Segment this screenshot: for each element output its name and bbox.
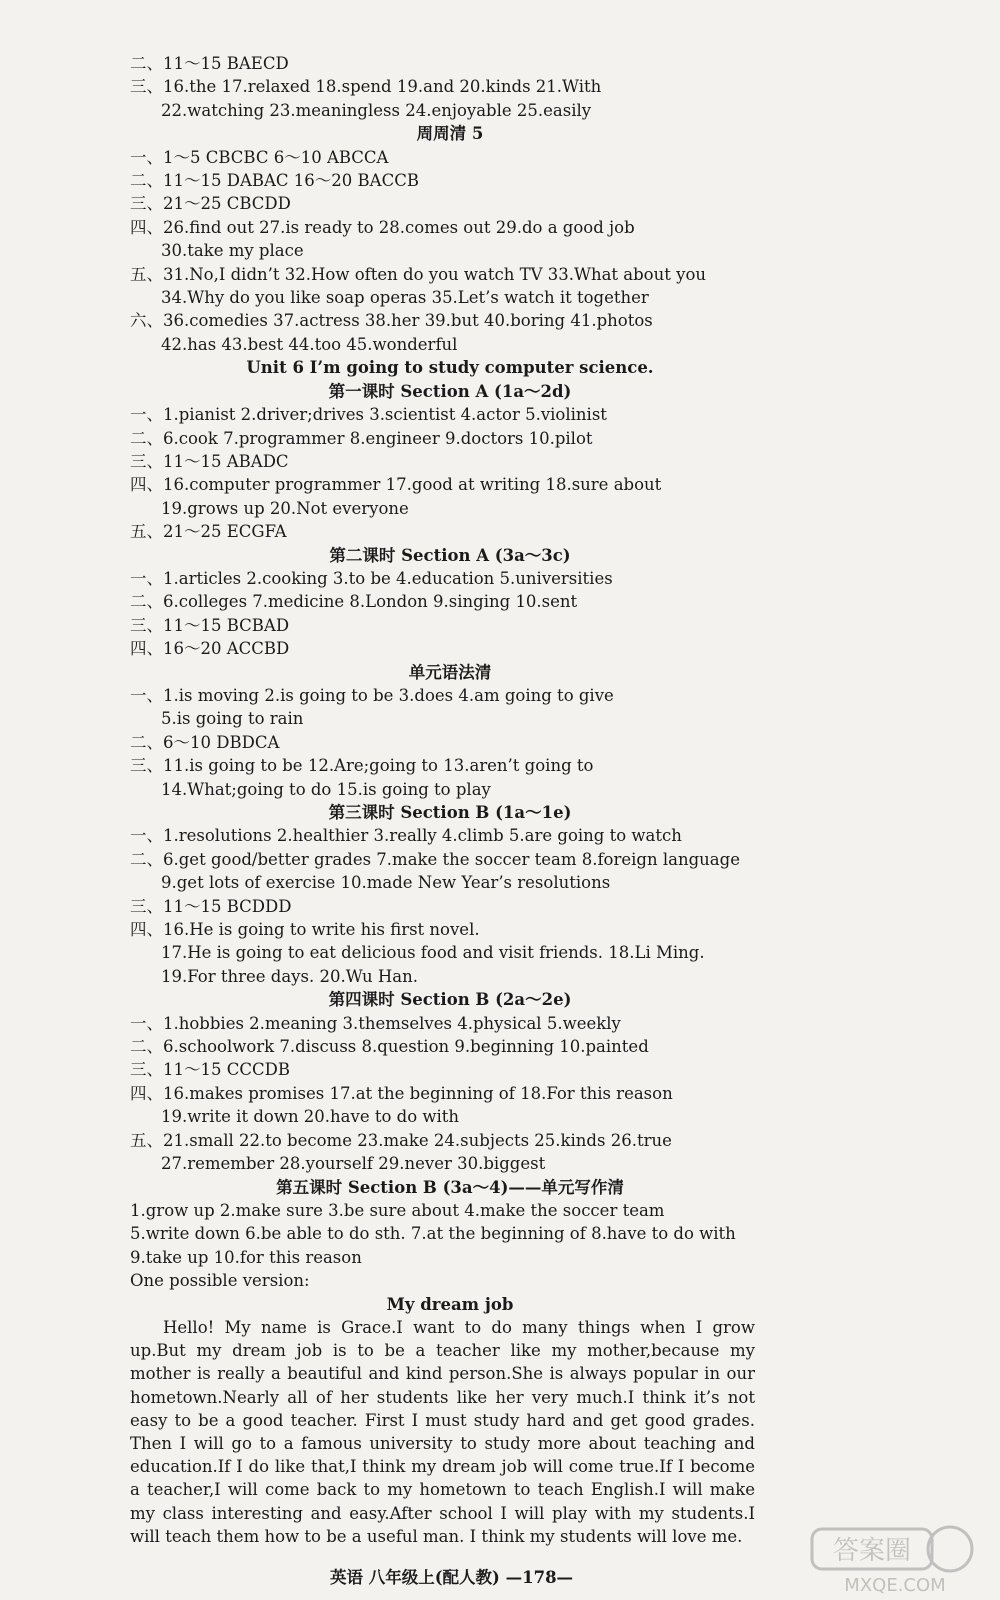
section-heading: 单元语法清 bbox=[408, 662, 492, 682]
answer-line: 三、11～15 BCBAD bbox=[130, 615, 290, 635]
answer-line: 9.get lots of exercise 10.made New Year’s resolutions bbox=[161, 873, 611, 893]
answer-line: 42.has 43.best 44.too 45.wonderful bbox=[161, 334, 458, 354]
section-heading: Unit 6 I’m going to study computer science. bbox=[246, 358, 654, 378]
answer-line: 一、1.is moving 2.is going to be 3.does 4.am going to give bbox=[130, 685, 614, 705]
answer-circle-logo-icon bbox=[810, 1525, 980, 1595]
answer-line: 二、6.cook 7.programmer 8.engineer 9.doctors 10.pilot bbox=[130, 428, 593, 448]
answer-line: 四、26.find out 27.is ready to 28.comes out 29.do a good job bbox=[130, 217, 635, 237]
answer-line: 一、1～5 CBCBC 6～10 ABCCA bbox=[130, 147, 389, 167]
answer-line: 六、36.comedies 37.actress 38.her 39.but 40.boring 41.photos bbox=[130, 311, 653, 331]
answer-line: 二、6.get good/better grades 7.make the soccer team 8.foreign language bbox=[130, 849, 740, 869]
section-heading: 第一课时 Section A (1a～2d) bbox=[328, 381, 572, 401]
answer-line: 5.is going to rain bbox=[161, 709, 304, 729]
answer-line: 5.write down 6.be able to do sth. 7.at the beginning of 8.have to do with bbox=[130, 1224, 736, 1244]
answer-line: 19.For three days. 20.Wu Han. bbox=[161, 966, 418, 986]
watermark-text: 答案圈 bbox=[832, 1536, 912, 1566]
answer-line: 三、11.is going to be 12.Are;going to 13.aren’t going to bbox=[130, 756, 594, 776]
answer-line: 三、11～15 CCCDB bbox=[130, 1060, 290, 1080]
answer-line: 四、16.makes promises 17.at the beginning of 18.For this reason bbox=[130, 1083, 673, 1103]
answer-line: 1.grow up 2.make sure 3.be sure about 4.make the soccer team bbox=[130, 1200, 665, 1220]
answer-line: 四、16～20 ACCBD bbox=[130, 639, 290, 659]
answer-line: 五、21.small 22.to become 23.make 24.subjects 25.kinds 26.true bbox=[130, 1130, 672, 1150]
watermark-url: MXQE.COM bbox=[844, 1575, 946, 1595]
answer-line: 一、1.articles 2.cooking 3.to be 4.education 5.universities bbox=[130, 568, 613, 588]
sample-essay bbox=[130, 1316, 755, 1548]
answer-line: 三、21～25 CBCDD bbox=[130, 194, 291, 214]
answer-line: 五、21～25 ECGFA bbox=[130, 522, 287, 542]
section-heading: 第二课时 Section A (3a～3c) bbox=[329, 545, 571, 565]
answer-line: 四、16.He is going to write his first novel. bbox=[130, 920, 480, 940]
answer-line: 二、11～15 BAECD bbox=[130, 54, 289, 73]
answer-line: 五、31.No,I didn’t 32.How often do you watch TV 33.What about you bbox=[130, 264, 707, 284]
answer-line: 9.take up 10.for this reason bbox=[130, 1247, 362, 1267]
section-heading: My dream job bbox=[386, 1294, 514, 1314]
answer-line: 二、6.colleges 7.medicine 8.London 9.singing 10.sent bbox=[130, 592, 578, 612]
answer-line: 14.What;going to do 15.is going to play bbox=[161, 779, 491, 799]
answer-line: 三、11～15 BCDDD bbox=[130, 896, 292, 916]
section-heading: 周周清 5 bbox=[416, 124, 484, 144]
answer-line: 17.He is going to eat delicious food and visit friends. 18.Li Ming. bbox=[161, 943, 705, 963]
answer-line: 二、11～15 DABAC 16～20 BACCB bbox=[130, 171, 419, 191]
answer-line: 三、16.the 17.relaxed 18.spend 19.and 20.kinds 21.With bbox=[130, 77, 602, 97]
answer-line: 19.grows up 20.Not everyone bbox=[161, 498, 409, 518]
answer-line: 三、11～15 ABADC bbox=[130, 451, 289, 471]
answer-line: 27.remember 28.yourself 29.never 30.biggest bbox=[161, 1154, 546, 1174]
answer-line: 二、6.schoolwork 7.discuss 8.question 9.beginning 10.painted bbox=[130, 1037, 649, 1057]
answer-line: 一、1.pianist 2.driver;drives 3.scientist 4.actor 5.violinist bbox=[130, 405, 607, 425]
section-heading: 第四课时 Section B (2a～2e) bbox=[328, 990, 572, 1010]
section-heading: 第五课时 Section B (3a～4)——单元写作清 bbox=[276, 1177, 624, 1197]
answer-line: 一、1.resolutions 2.healthier 3.really 4.climb 5.are going to watch bbox=[130, 826, 682, 846]
answer-line: 一、1.hobbies 2.meaning 3.themselves 4.physical 5.weekly bbox=[130, 1013, 621, 1033]
answer-line: 22.watching 23.meaningless 24.enjoyable 25.easily bbox=[161, 100, 592, 120]
essay-paragraph: Hello! My name is Grace.I want to do many things when I grow up.But my dream job is to be a teacher like my mother,because my mother is really a beautiful and kind person.She is always popular in our hometown.Nearly all of her students like her very much.I think it’s not easy to be a good teacher. First I must study hard and get good grades. Then I will go to a famous university to study more about teaching and education.If I do like that,I think my dream job will come true.If I become a teacher,I will come back to my hometown to teach English.I will make my class interesting and easy.After school I will play with my students.I will teach them how to be a useful man. I think my students will love me. bbox=[130, 1317, 755, 1546]
section-heading: 第三课时 Section B (1a～1e) bbox=[328, 803, 572, 822]
answer-line: One possible version: bbox=[130, 1271, 310, 1291]
answer-line: 二、6～10 DBDCA bbox=[130, 732, 280, 752]
page-footer: 英语 八年级上(配人教) —178— bbox=[330, 1568, 574, 1587]
answer-line: 34.Why do you like soap operas 35.Let’s watch it together bbox=[161, 288, 649, 308]
answer-page bbox=[130, 52, 770, 1548]
answer-line: 30.take my place bbox=[161, 241, 304, 261]
answer-line: 19.write it down 20.have to do with bbox=[161, 1107, 460, 1127]
answer-line: 四、16.computer programmer 17.good at writing 18.sure about bbox=[130, 475, 662, 495]
